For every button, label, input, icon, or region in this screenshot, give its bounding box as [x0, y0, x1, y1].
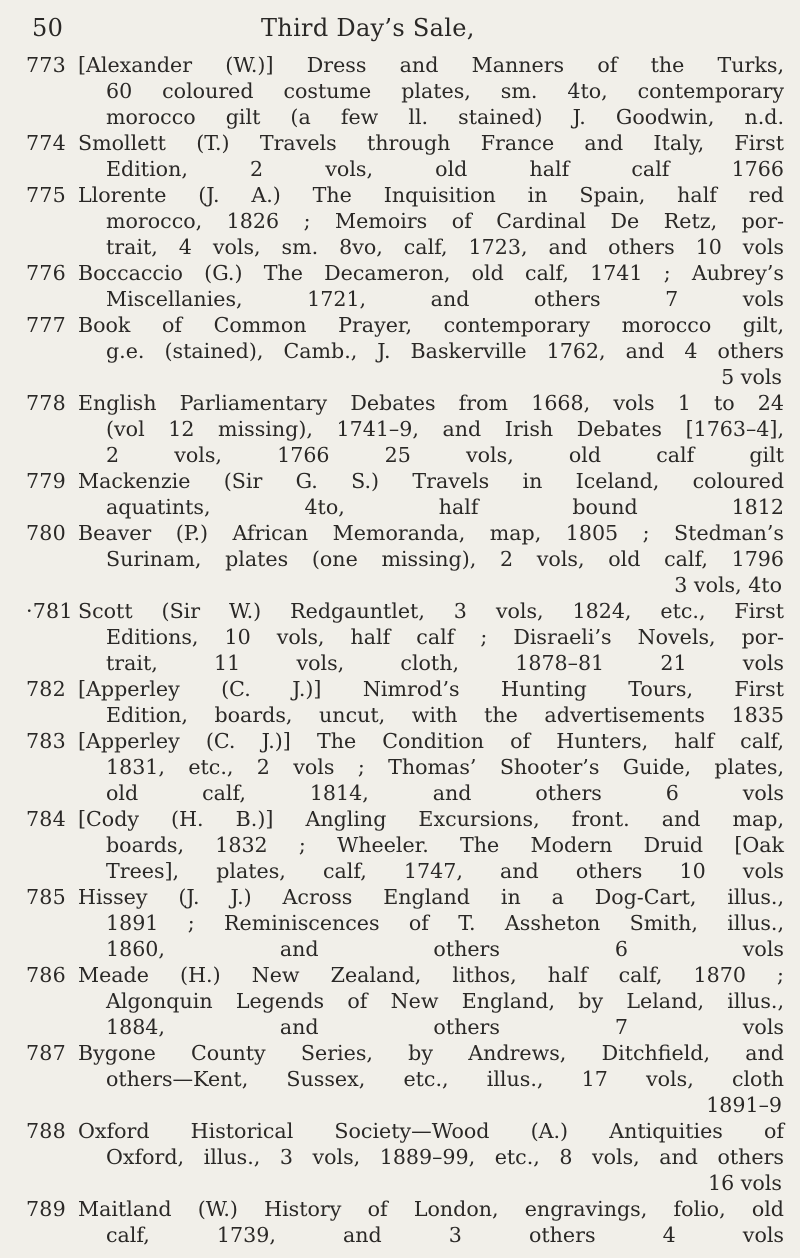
lot-description: [78, 728, 784, 806]
lot-line: Oxford, illus., 3 vols, 1889–99, etc., 8 vols, and others: [106, 1145, 784, 1169]
lot-line: Beaver (P.) African Memoranda, map, 1805 ; Stedman’s: [78, 521, 784, 545]
lot-number: 784: [26, 807, 66, 831]
lot-number: 782: [26, 677, 66, 701]
lot-entry: [26, 884, 784, 962]
lot-line: Book of Common Prayer, contemporary morocco gilt,: [78, 313, 784, 337]
lot-entry: [26, 806, 784, 884]
lot-line: morocco gilt (a few ll. stained) J. Goodwin, n.d.: [106, 105, 784, 129]
lot-line: Editions, 10 vols, half calf ; Disraeli’s Novels, por-: [106, 625, 784, 649]
lot-entry: [26, 520, 784, 598]
lot-line: 1884, and others 7 vols: [106, 1015, 784, 1039]
lot-number: 786: [26, 963, 66, 987]
lot-entry: [26, 390, 784, 468]
lot-line: Oxford Historical Society—Wood (A.) Antiquities of: [78, 1119, 784, 1143]
lot-description: [78, 806, 784, 884]
lot-number: 774: [26, 131, 66, 155]
lot-line: boards, 1832 ; Wheeler. The Modern Druid [Oak: [106, 833, 784, 857]
lot-description: [78, 312, 784, 390]
lot-line: others—Kent, Sussex, etc., illus., 17 vols, cloth: [106, 1067, 784, 1091]
running-head: Third Day’s Sale,: [261, 14, 475, 42]
lot-number: 787: [26, 1041, 66, 1065]
lot-description: [78, 1040, 784, 1118]
page-header: [26, 8, 784, 52]
lot-line: old calf, 1814, and others 6 vols: [106, 781, 784, 805]
lot-line: Meade (H.) New Zealand, lithos, half calf, 1870 ;: [78, 963, 784, 987]
page-number: 50: [32, 14, 64, 42]
lot-description: [78, 676, 784, 728]
lot-tail: 1891–9: [706, 1093, 782, 1117]
lot-line: Edition, 2 vols, old half calf 1766: [106, 157, 784, 181]
lot-entry: [26, 1196, 784, 1248]
lot-line: Scott (Sir W.) Redgauntlet, 3 vols, 1824, etc., First: [78, 599, 784, 623]
lot-line: [Alexander (W.)] Dress and Manners of the Turks,: [78, 53, 784, 77]
lot-description: [78, 390, 784, 468]
lot-tail: 16 vols: [708, 1171, 782, 1195]
lot-line: calf, 1739, and 3 others 4 vols: [106, 1223, 784, 1247]
lot-number: 777: [26, 313, 66, 337]
lot-description: [78, 962, 784, 1040]
lot-number: 773: [26, 53, 66, 77]
lot-line: g.e. (stained), Camb., J. Baskerville 1762, and 4 others: [106, 339, 784, 363]
lot-tail: 5 vols: [721, 365, 782, 389]
lot-line: English Parliamentary Debates from 1668, vols 1 to 24: [78, 391, 784, 415]
lot-line: (vol 12 missing), 1741–9, and Irish Debates [1763–4],: [106, 417, 784, 441]
lot-line: Hissey (J. J.) Across England in a Dog-Cart, illus.,: [78, 885, 784, 909]
lot-entry: [26, 52, 784, 130]
lot-line: trait, 4 vols, sm. 8vo, calf, 1723, and others 10 vols: [106, 235, 784, 259]
lot-entry: [26, 598, 784, 676]
lot-entry: [26, 260, 784, 312]
lot-entry: [26, 676, 784, 728]
lot-description: [78, 468, 784, 520]
lot-line: 1860, and others 6 vols: [106, 937, 784, 961]
lot-entry: [26, 130, 784, 182]
lot-line: 2 vols, 1766 25 vols, old calf gilt: [106, 443, 784, 467]
lot-line: Boccaccio (G.) The Decameron, old calf, 1741 ; Aubrey’s: [78, 261, 784, 285]
lot-line: Maitland (W.) History of London, engravings, folio, old: [78, 1197, 784, 1221]
lot-entry: [26, 182, 784, 260]
lot-line: [Apperley (C. J.)] Nimrod’s Hunting Tours, First: [78, 677, 784, 701]
lot-description: [78, 884, 784, 962]
lot-line: aquatints, 4to, half bound 1812: [106, 495, 784, 519]
lot-line: Smollett (T.) Travels through France and Italy, First: [78, 131, 784, 155]
lot-entry: [26, 962, 784, 1040]
lot-line: [Cody (H. B.)] Angling Excursions, front. and map,: [78, 807, 784, 831]
lot-line: Surinam, plates (one missing), 2 vols, old calf, 1796: [106, 547, 784, 571]
lot-description: [78, 130, 784, 182]
lot-entry: [26, 312, 784, 390]
lot-number: 783: [26, 729, 66, 753]
lot-number: 785: [26, 885, 66, 909]
lot-line: morocco, 1826 ; Memoirs of Cardinal De Retz, por-: [106, 209, 784, 233]
lot-number: 778: [26, 391, 66, 415]
lot-line: Mackenzie (Sir G. S.) Travels in Iceland, coloured: [78, 469, 784, 493]
lot-entry: [26, 1118, 784, 1196]
lot-line: Miscellanies, 1721, and others 7 vols: [106, 287, 784, 311]
lot-line: Bygone County Series, by Andrews, Ditchfield, and: [78, 1041, 784, 1065]
lot-description: [78, 1118, 784, 1196]
lot-number: 776: [26, 261, 66, 285]
lot-description: [78, 260, 784, 312]
lot-number: ·781: [26, 599, 73, 623]
lot-line: Trees], plates, calf, 1747, and others 10 vols: [106, 859, 784, 883]
lot-description: [78, 182, 784, 260]
lot-line: [Apperley (C. J.)] The Condition of Hunters, half calf,: [78, 729, 784, 753]
lot-number: 788: [26, 1119, 66, 1143]
lot-line: 1831, etc., 2 vols ; Thomas’ Shooter’s Guide, plates,: [106, 755, 784, 779]
lot-list: [26, 52, 784, 1248]
lot-entry: [26, 728, 784, 806]
lot-description: [78, 1196, 784, 1248]
lot-number: 779: [26, 469, 66, 493]
lot-description: [78, 520, 784, 598]
lot-number: 780: [26, 521, 66, 545]
lot-line: Llorente (J. A.) The Inquisition in Spain, half red: [78, 183, 784, 207]
lot-entry: [26, 468, 784, 520]
lot-entry: [26, 1040, 784, 1118]
lot-line: trait, 11 vols, cloth, 1878–81 21 vols: [106, 651, 784, 675]
lot-line: Edition, boards, uncut, with the advertisements 1835: [106, 703, 784, 727]
lot-number: 789: [26, 1197, 66, 1221]
lot-line: 60 coloured costume plates, sm. 4to, contemporary: [106, 79, 784, 103]
lot-description: [78, 52, 784, 130]
lot-number: 775: [26, 183, 66, 207]
lot-description: [78, 598, 784, 676]
lot-tail: 3 vols, 4to: [674, 573, 782, 597]
lot-line: 1891 ; Reminiscences of T. Assheton Smith, illus.,: [106, 911, 784, 935]
lot-line: Algonquin Legends of New England, by Leland, illus.,: [106, 989, 784, 1013]
